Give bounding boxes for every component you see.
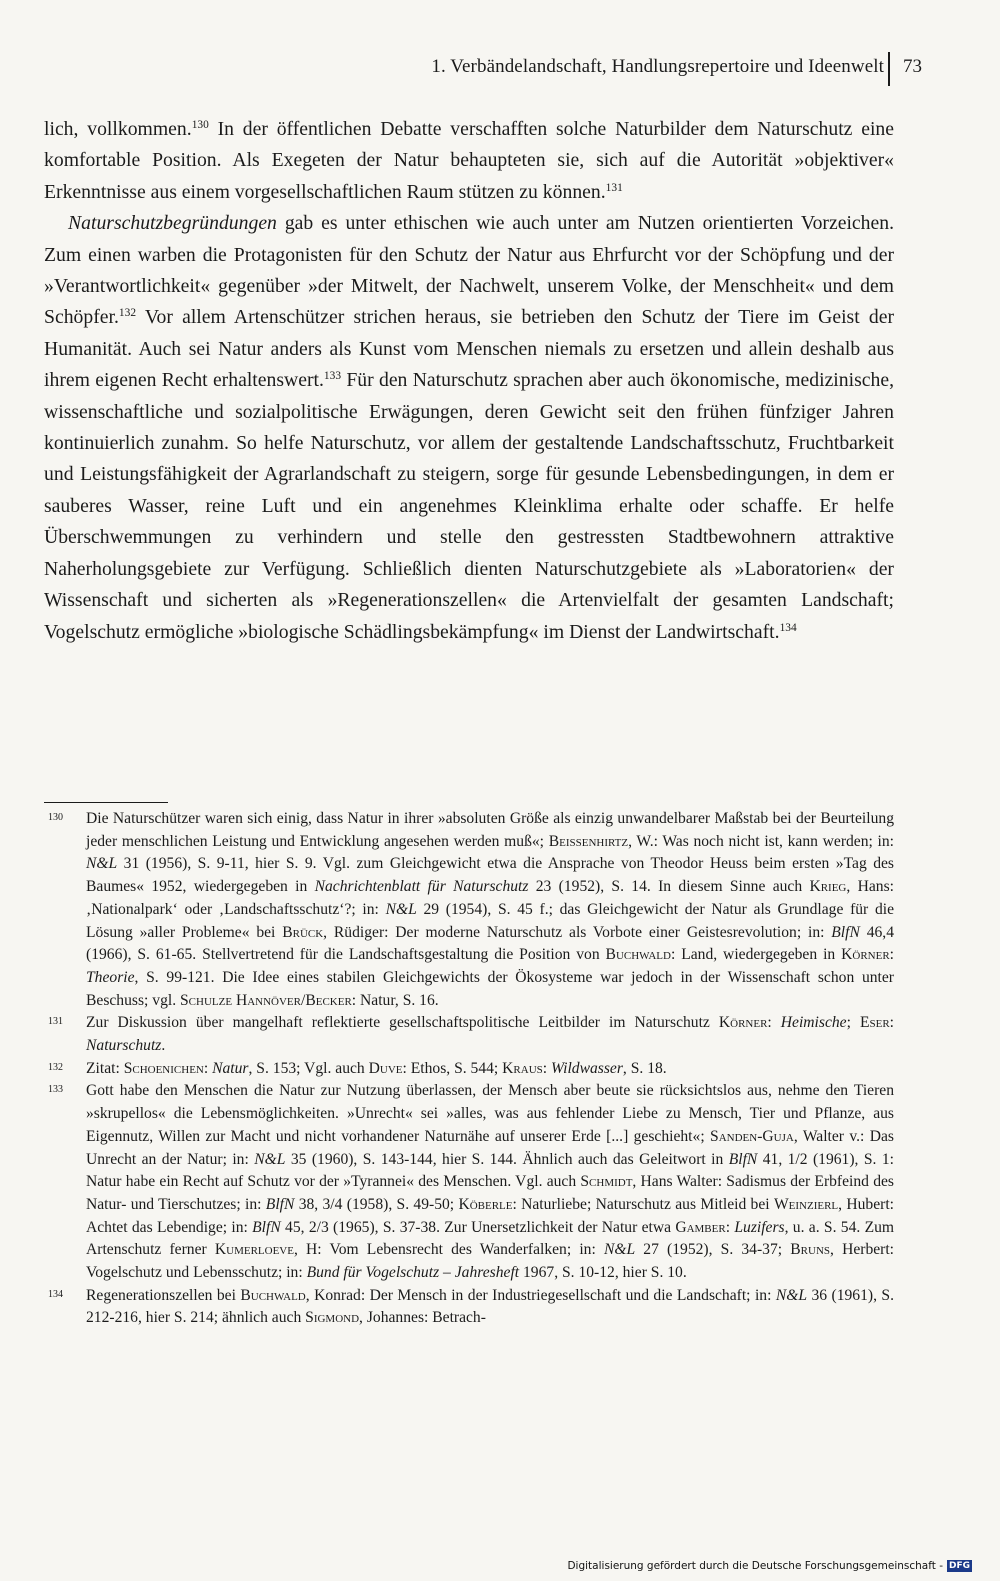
journal-title: BlfN bbox=[265, 1195, 295, 1213]
paragraph-text: lich, vollkommen. bbox=[44, 118, 192, 140]
footnote-130 bbox=[44, 808, 894, 1012]
footnote-text: Zur Diskussion über mangelhaft reflektierte gesellschaftspolitische Leitbilder im Naturschutz bbox=[86, 1014, 719, 1032]
footnote-134 bbox=[44, 1285, 894, 1330]
footnote-ref-133[interactable]: 133 bbox=[323, 370, 342, 383]
footnote-text: , S. 99-121. Die Idee eines stabilen Gleichgewichts der Ökosysteme war jedoch in der Wissenschaft schon unter Beschuss; vgl. bbox=[86, 968, 894, 1009]
author-name: Gamber bbox=[675, 1218, 726, 1236]
footnote-text: : bbox=[203, 1059, 213, 1077]
footnote-ref-131[interactable]: 131 bbox=[605, 181, 623, 194]
journal-title: N&L bbox=[775, 1286, 808, 1304]
footnote-text: 36 (1961), S. 212-216, hier S. 214; ähnlich auch bbox=[86, 1286, 894, 1327]
footnote-text: , Herbert: Vogelschutz und Lebensschutz; in: bbox=[86, 1241, 895, 1282]
work-title: Natur bbox=[212, 1059, 249, 1077]
footnote-text: 35 (1960), S. 143-144, hier S. 144. Ähnlich auch das Geleitwort in bbox=[285, 1150, 729, 1168]
author-name: Schmidt bbox=[580, 1173, 633, 1191]
author-name: Sigmond bbox=[305, 1309, 360, 1327]
main-text bbox=[44, 114, 894, 648]
journal-title: N&L bbox=[86, 855, 118, 873]
author-name: Beissenhirtz bbox=[548, 832, 629, 850]
footnote-text: : Ethos, S. 544; bbox=[402, 1059, 503, 1077]
footnote-text: 1967, S. 10-12, hier S. 10. bbox=[519, 1264, 687, 1282]
credit-text: Digitalisierung gefördert durch die Deutsche Forschungsgemeinschaft - bbox=[567, 1560, 943, 1572]
footnote-text: , Hans: ‚Nationalpark‘ oder ‚Landschaftsschutz‘?; in: bbox=[86, 878, 894, 918]
footnote-text: , Rüdiger: Der moderne Naturschutz als Vorbote einer Geistesrevolution; in: bbox=[323, 923, 832, 941]
footnote-text: 29 (1954), S. 45 f.; das Gleichgewicht der Natur als Grundlage für die Lösung »aller Probleme« bei bbox=[86, 900, 895, 941]
footnote-text: 46,4 (1966), S. 61-65. Stellvertretend für die Landschaftsgestaltung die Position von bbox=[86, 923, 894, 964]
author-name: Buchwald bbox=[240, 1286, 306, 1304]
footnote-text: , u. a. S. 54. Zum Artenschutz ferner bbox=[86, 1218, 895, 1259]
footnote-text: , Johannes: Betrach- bbox=[359, 1309, 486, 1327]
author-name: Duve bbox=[368, 1059, 403, 1077]
footnote-text: , S. 153; Vgl. auch bbox=[248, 1059, 369, 1077]
footnote-text: , Hubert: Achtet das Lebendige; in: bbox=[86, 1195, 894, 1236]
header-divider bbox=[888, 52, 890, 86]
footnote-133 bbox=[44, 1080, 894, 1284]
author-name: Eser bbox=[859, 1014, 890, 1032]
author-name: Köberle bbox=[458, 1195, 513, 1213]
footnote-ref-134[interactable]: 134 bbox=[779, 621, 797, 634]
author-name: Sanden-Guja bbox=[710, 1127, 794, 1145]
footnote-number: 133 bbox=[48, 1084, 63, 1096]
footnote-text: : Natur, S. 16. bbox=[351, 991, 439, 1009]
footnote-text: Die Naturschützer waren sich einig, dass Natur in ihrer »absoluten Größe als einzig unwandelbarer Maßstab bei der Beurteilung jeder menschlichen Leistung und Entwicklung angesehen werden muß«; bbox=[86, 810, 894, 850]
journal-title: BlfN bbox=[831, 923, 860, 941]
footnote-132 bbox=[44, 1058, 894, 1081]
emphasis-term: Naturschutzbegründungen bbox=[68, 212, 277, 235]
running-head-title: 1. Verbändelandschaft, Handlungsrepertoire und Ideenwelt bbox=[431, 56, 884, 77]
footnote-text: : bbox=[889, 946, 895, 964]
paragraph-text: gab es unter ethischen wie auch unter am Nutzen orientierten Vorzeichen. Zum einen warben die Protagonisten für den Schutz der Natur aus Ehrfurcht vor der Schöpfung und der »Verantwortlichkeit« gegenüber »der Mitwelt, der Nachwelt, unserem Volke, der Menschheit« und dem Schöpfer. bbox=[44, 212, 894, 329]
footnote-text: 41, 1/2 (1961), S. 1: Natur habe ein Recht auf Schutz vor der »Tyrannei« des Menschen. Vgl. auch bbox=[86, 1150, 894, 1191]
footnote-text: : bbox=[725, 1218, 735, 1236]
author-name: Schoenichen bbox=[123, 1059, 204, 1077]
footnote-ref-130[interactable]: 130 bbox=[191, 118, 209, 131]
running-header bbox=[0, 52, 1000, 82]
author-name: Bruns bbox=[790, 1241, 831, 1259]
journal-title: Nachrichtenblatt für Naturschutz bbox=[314, 878, 529, 896]
footnote-text: , W.: Was noch nicht ist, kann werden; in: bbox=[628, 832, 895, 850]
footnote-text: 23 (1952), S. 14. In diesem Sinne auch bbox=[528, 878, 810, 896]
footnote-separator bbox=[44, 802, 168, 803]
author-name: Körner bbox=[718, 1014, 768, 1032]
footnote-text: , Konrad: Der Mensch in der Industriegesellschaft und die Landschaft; in: bbox=[305, 1286, 776, 1304]
paragraph-text: Vor allem Artenschützer strichen heraus, sie betrieben den Schutz der Tiere im Geist der Humanität. Auch sei Natur anders als Kunst vom Menschen niemals zu ersetzen und allein deshalb aus ihrem eigenen Recht erhaltenswert. bbox=[44, 306, 894, 392]
journal-title: N&L bbox=[603, 1241, 636, 1259]
footnote-text: 45, 2/3 (1965), S. 37-38. Zur Unersetzlichkeit der Natur etwa bbox=[280, 1218, 676, 1236]
footnotes bbox=[44, 808, 894, 1330]
author-name: Weinzierl bbox=[773, 1195, 839, 1213]
footnote-text: , Walter v.: Das Unrecht an der Natur; in: bbox=[86, 1127, 894, 1168]
journal-title: N&L bbox=[254, 1150, 286, 1168]
work-title: Luzifers bbox=[734, 1218, 785, 1236]
journal-title: BlfN bbox=[252, 1218, 281, 1236]
dfg-logo-icon: DFG bbox=[948, 1561, 970, 1571]
work-title: Wildwasser bbox=[551, 1059, 623, 1077]
footnote-text: , Hans Walter: Sadismus der Erbfeind des Natur- und Tierschutzes; in: bbox=[86, 1173, 894, 1213]
footnote-text: ; bbox=[846, 1014, 860, 1032]
footnote-ref-132[interactable]: 132 bbox=[118, 307, 137, 320]
work-title: Naturschutz bbox=[86, 1037, 162, 1055]
journal-title: BlfN bbox=[728, 1150, 758, 1168]
footnote-text: , H: Vom Lebensrecht des Wanderfalken; in: bbox=[293, 1241, 604, 1259]
author-name: Brück bbox=[282, 923, 324, 941]
work-title: Theorie bbox=[86, 968, 135, 986]
author-name: Körner bbox=[841, 946, 890, 964]
footnote-text: , S. 18. bbox=[622, 1059, 667, 1077]
footnote-131 bbox=[44, 1012, 894, 1057]
footnote-text: Gott habe den Menschen die Natur zur Nutzung überlassen, der Mensch aber beute sie rücksichtslos aus, nehme den Tieren »skrupellos« die Lebensmöglichkeiten. »Unrecht« sei »alles, was aus fehlender Liebe zu Mensch, Tier und Pflanze, aus Eigennutz, Willen zur Macht und nicht vorhandener Naturnähe auf unserer Erde [...] geschieht«; bbox=[86, 1082, 894, 1145]
paragraph-2 bbox=[44, 208, 894, 648]
author-name: Schulze Hannöver/Becker bbox=[180, 991, 352, 1009]
page-number: 73 bbox=[903, 56, 922, 77]
work-title: Heimische bbox=[780, 1014, 847, 1032]
footnote-text: 27 (1952), S. 34-37; bbox=[635, 1241, 791, 1259]
footnote-text: Regenerationszellen bei bbox=[86, 1286, 241, 1304]
footnote-text: 31 (1956), S. 9-11, hier S. 9. Vgl. zum Gleichgewicht etwa die Ansprache von Theodor Heuss beim ersten »Tag des Baumes« 1952, wiedergegeben in bbox=[86, 855, 894, 896]
footnote-text: . bbox=[161, 1037, 166, 1055]
footnote-text: : bbox=[542, 1059, 551, 1077]
footnote-text: : Land, wiedergegeben in bbox=[670, 946, 842, 964]
paragraph-text: In der öffentlichen Debatte verschafften solche Naturbilder dem Naturschutz eine komfortable Position. Als Exegeten der Natur behaupteten sie, sich auf die Autorität »objektiver« Erkenntnisse aus einem vorgesellschaftlichen Raum stützen zu können. bbox=[44, 118, 894, 203]
author-name: Kumerloeve bbox=[214, 1241, 294, 1259]
footnote-number: 131 bbox=[48, 1016, 63, 1028]
footnote-number: 134 bbox=[48, 1288, 63, 1300]
paragraph-1 bbox=[44, 114, 894, 208]
footnote-text: : bbox=[889, 1014, 894, 1032]
footnote-text: : Naturliebe; Naturschutz aus Mitleid bei bbox=[512, 1195, 774, 1213]
digitization-credit bbox=[567, 1560, 972, 1572]
author-name: Buchwald bbox=[605, 946, 671, 964]
footnote-text: Zitat: bbox=[86, 1059, 124, 1077]
footnote-text: 38, 3/4 (1958), S. 49-50; bbox=[294, 1195, 459, 1213]
footnote-number: 130 bbox=[48, 812, 63, 823]
journal-title: Bund für Vogelschutz – Jahresheft bbox=[306, 1264, 520, 1282]
paragraph-text: Für den Naturschutz sprachen aber auch ökonomische, medizinische, wissenschaftliche und sozialpolitische Erwägungen, deren Gewicht seit den frühen fünfziger Jahren kontinuierlich zunahm. So helfe Naturschutz, vor allem der gestaltende Landschaftsschutz, Fruchtbarkeit und Leistungsfähigkeit der Agrarlandschaft zu steigern, sorge für gesunde Lebensbedingungen, in dem er sauberes Wasser, reine Luft und ein angenehmes Kleinklima erhalte oder schaffe. Er helfe Überschwemmungen zu verhindern und stelle den gestressten Stadtbewohnern attraktive Naherholungsgebiete zur Verfügung. Schließlich dienten Naturschutzgebiete als »Laboratorien« der Wissenschaft und sicherten als »Regenerationszellen« die Artenvielfalt der gesamten Landschaft; Vogelschutz ermögliche »biologische Schädlingsbekämpfung« im Dienst der Landwirtschaft. bbox=[44, 369, 894, 643]
footnote-number: 132 bbox=[48, 1061, 63, 1073]
journal-title: N&L bbox=[385, 900, 417, 918]
author-name: Krieg bbox=[809, 878, 847, 896]
author-name: Kraus bbox=[502, 1059, 543, 1077]
footnote-text: : bbox=[767, 1014, 781, 1032]
